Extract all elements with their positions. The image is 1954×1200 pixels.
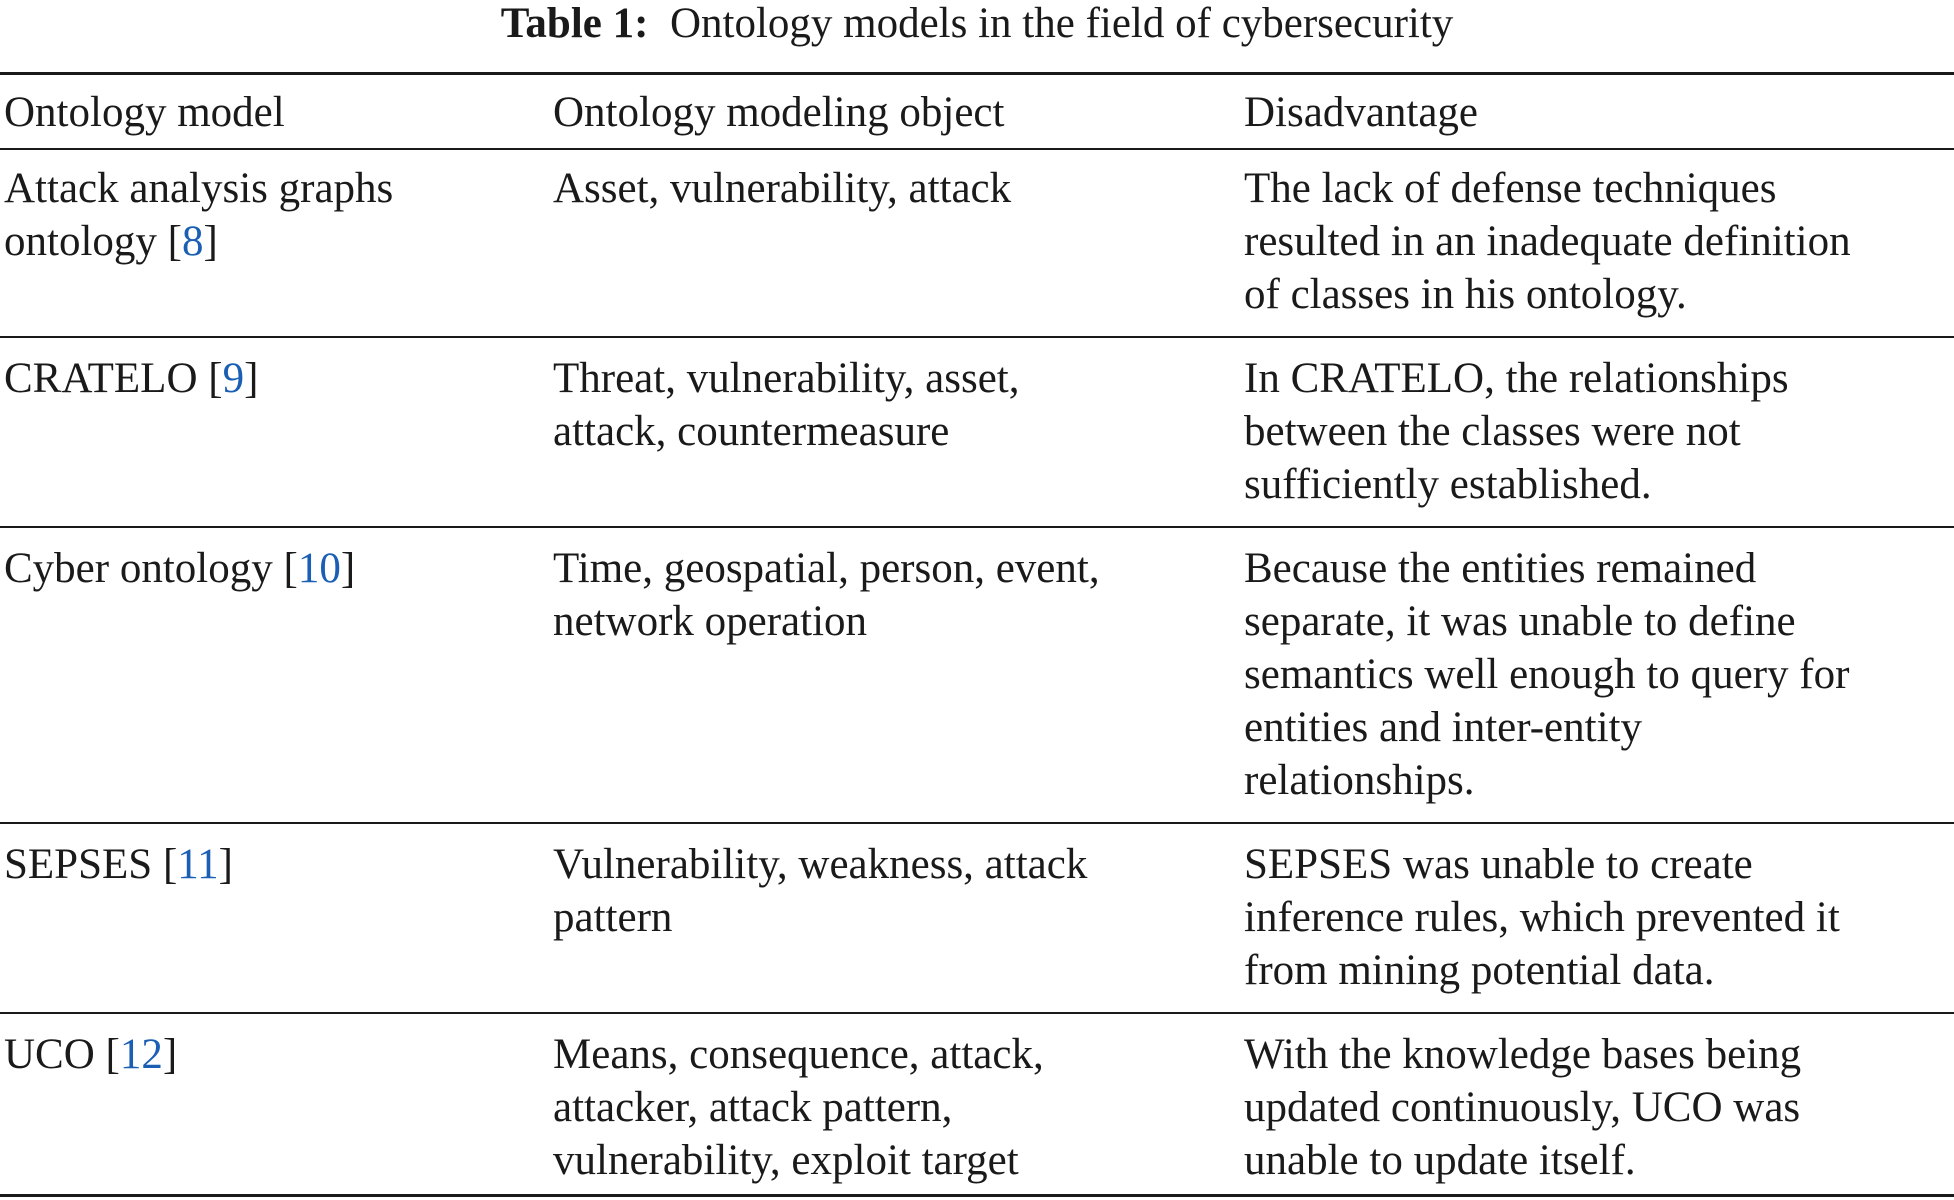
top-rule: [0, 72, 1954, 75]
cell-line: [4, 215, 544, 268]
cell-line: resulted in an inadequate definition: [1244, 218, 1851, 265]
modeling-object-cell: [553, 1028, 1243, 1187]
table-caption-text: Ontology models in the field of cybersecurity: [669, 0, 1454, 47]
cell-text: ]: [162, 1031, 178, 1078]
cell-line: [4, 838, 544, 891]
cell-line: of classes in his ontology.: [1244, 271, 1687, 318]
disadvantage-cell: [1244, 542, 1954, 807]
modeling-object-cell: [553, 162, 1243, 215]
cell-text: CRATELO [: [4, 355, 223, 402]
cell-text: UCO [: [4, 1031, 120, 1078]
cell-line: [4, 1028, 544, 1081]
cell-line: sufficiently established.: [1244, 461, 1652, 508]
cell-line: entities and inter-entity: [1244, 704, 1642, 751]
cell-line: pattern: [553, 894, 673, 941]
cell-line: With the knowledge bases being: [1244, 1031, 1802, 1078]
cell-text: ontology [: [4, 218, 182, 265]
modeling-object-cell: [553, 542, 1243, 648]
bottom-rule: [0, 1194, 1954, 1197]
ontology-model-cell: [4, 162, 544, 268]
cell-line: inference rules, which prevented it: [1244, 894, 1840, 941]
cell-line: Threat, vulnerability, asset,: [553, 355, 1020, 402]
disadvantage-cell: [1244, 838, 1954, 997]
cell-line: In CRATELO, the relationships: [1244, 355, 1789, 402]
citation-link[interactable]: 10: [297, 545, 341, 592]
header-ontology-modeling-object: Ontology modeling object: [553, 89, 1005, 136]
row-rule: [0, 336, 1954, 338]
cell-line: The lack of defense techniques: [1244, 165, 1777, 212]
cell-line: vulnerability, exploit target: [553, 1137, 1019, 1184]
cell-text: SEPSES [: [4, 841, 178, 888]
ontology-model-cell: [4, 838, 544, 891]
disadvantage-cell: [1244, 352, 1954, 511]
cell-text: Cyber ontology [: [4, 545, 298, 592]
table-caption: [0, 0, 1954, 56]
citation-link[interactable]: 12: [119, 1031, 163, 1078]
header-rule: [0, 148, 1954, 150]
cell-line: attacker, attack pattern,: [553, 1084, 953, 1131]
cell-line: unable to update itself.: [1244, 1137, 1636, 1184]
cell-line: separate, it was unable to define: [1244, 598, 1796, 645]
cell-line: Time, geospatial, person, event,: [553, 545, 1100, 592]
cell-line: [4, 352, 544, 405]
ontology-model-cell: [4, 542, 544, 595]
cell-line: from mining potential data.: [1244, 947, 1715, 994]
citation-link[interactable]: 11: [177, 841, 219, 888]
cell-line: [4, 542, 544, 595]
cell-text: ]: [340, 545, 356, 592]
disadvantage-cell: [1244, 162, 1954, 321]
row-rule: [0, 1012, 1954, 1014]
cell-line: between the classes were not: [1244, 408, 1741, 455]
cell-line: Because the entities remained: [1244, 545, 1757, 592]
header-disadvantage: Disadvantage: [1244, 89, 1479, 136]
ontology-model-cell: [4, 352, 544, 405]
citation-link[interactable]: 9: [222, 355, 245, 402]
cell-text: ]: [218, 841, 233, 888]
table-caption-label: Table 1:: [500, 0, 649, 47]
cell-line: network operation: [553, 598, 868, 645]
cell-line: Asset, vulnerability, attack: [553, 165, 1012, 212]
cell-line: Vulnerability, weakness, attack: [553, 841, 1088, 888]
cell-line: attack, countermeasure: [553, 408, 950, 455]
cell-line: relationships.: [1244, 757, 1475, 804]
cell-text: ]: [203, 218, 218, 265]
cell-line: updated continuously, UCO was: [1244, 1084, 1801, 1131]
row-rule: [0, 526, 1954, 528]
disadvantage-cell: [1244, 1028, 1954, 1187]
cell-line: semantics well enough to query for: [1244, 651, 1850, 698]
citation-link[interactable]: 8: [181, 218, 204, 265]
cell-line: Means, consequence, attack,: [553, 1031, 1044, 1078]
cell-text: ]: [244, 355, 259, 402]
modeling-object-cell: [553, 838, 1243, 944]
cell-line: Attack analysis graphs: [4, 165, 394, 212]
modeling-object-cell: [553, 352, 1243, 458]
ontology-model-cell: [4, 1028, 544, 1081]
cell-line: SEPSES was unable to create: [1244, 841, 1753, 888]
row-rule: [0, 822, 1954, 824]
header-ontology-model: Ontology model: [4, 89, 285, 136]
